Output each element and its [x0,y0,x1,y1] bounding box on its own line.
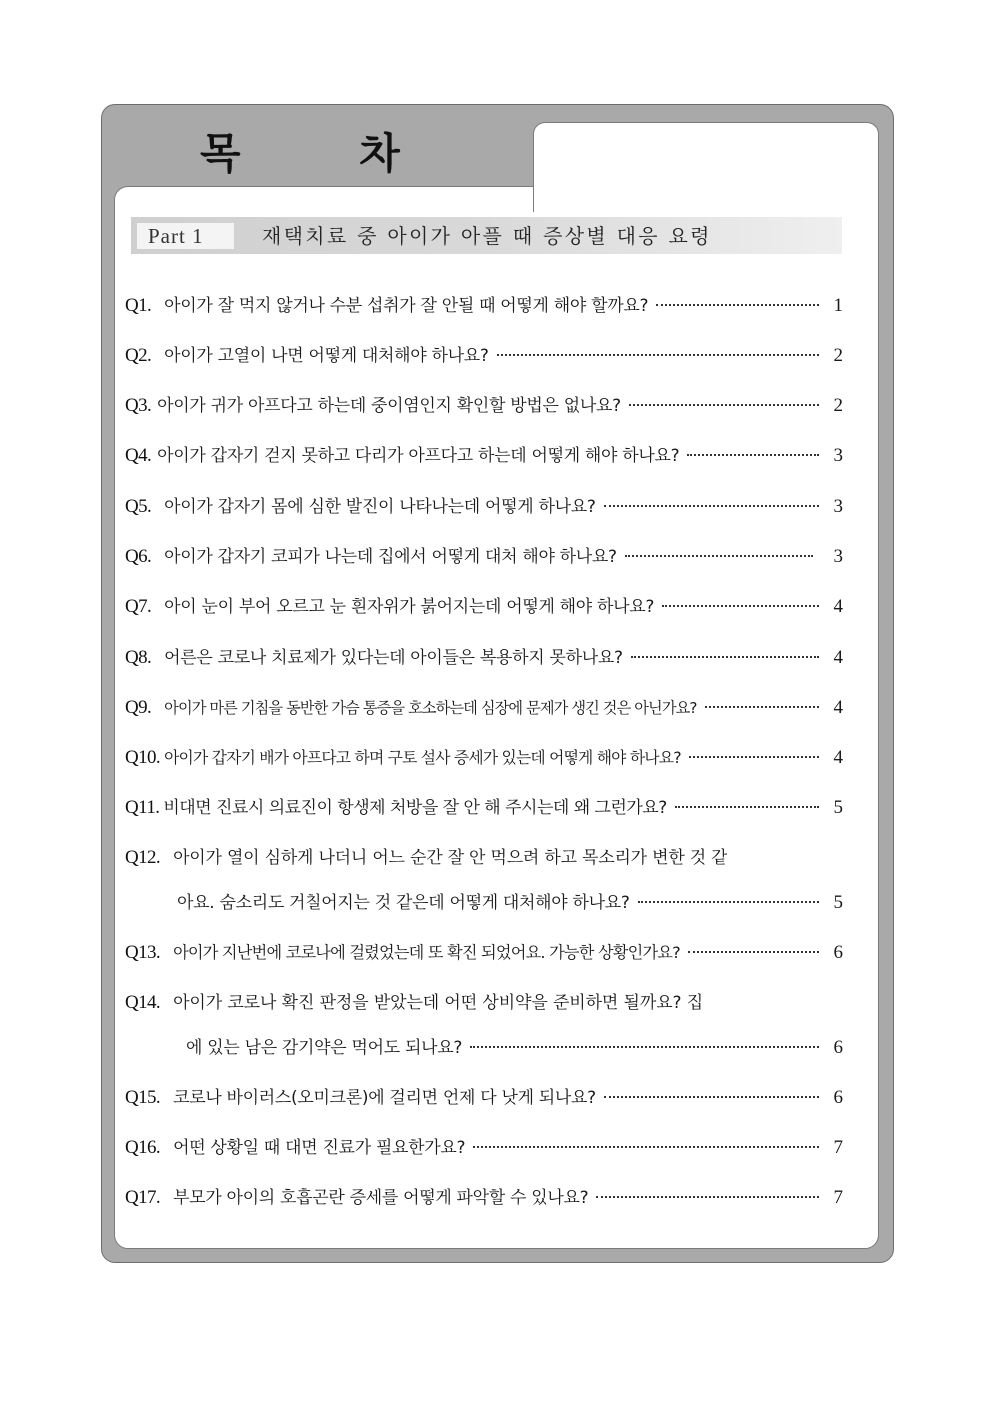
toc-entry-q14[interactable] [125,988,843,1018]
toc-page: 7 [833,1187,843,1208]
toc-page: 2 [833,395,843,416]
toc-entry-q13[interactable] [125,938,843,968]
toc-entry-q14-continued[interactable] [186,1033,843,1063]
toc-entry-q16[interactable] [125,1133,843,1163]
toc-number: Q10. [125,747,161,768]
toc-title: 아이가 잘 먹지 않거나 수분 섭취가 잘 안될 때 어떻게 해야 할까요? [164,296,649,316]
dot-leader [688,950,819,953]
toc-entry-q2[interactable] [125,341,843,371]
toc-number: Q13. [125,942,161,963]
toc-number: Q7. [125,596,152,617]
toc-number: Q15. [125,1087,161,1108]
toc-entry-q8[interactable] [125,643,843,673]
dot-leader [497,353,819,356]
toc-title: 아이 눈이 부어 오르고 눈 흰자위가 붉어지는데 어떻게 해야 하나요? [164,597,655,617]
toc-entry-q6[interactable] [125,542,843,572]
toc-title: 아이가 열이 심하게 나더니 어느 순간 잘 안 먹으려 하고 목소리가 변한 것 같 [173,848,728,868]
toc-number: Q6. [125,546,152,567]
toc-title: 아이가 갑자기 배가 아프다고 하며 구토 설사 증세가 있는데 어떻게 해야 하나요? [164,748,681,767]
toc-entry-q3[interactable] [125,391,843,421]
toc-title-continued: 에 있는 남은 감기약은 먹어도 되나요? [186,1038,463,1058]
dot-leader [470,1045,819,1048]
toc-number: Q3. [125,395,152,416]
toc-title-continued: 아요. 숨소리도 거칠어지는 것 같은데 어떻게 대처해야 하나요? [177,893,630,913]
dot-leader [629,403,819,406]
toc-number: Q4. [125,445,152,466]
toc-number: Q12. [125,847,161,868]
toc-entry-q5[interactable] [125,492,843,522]
toc-title: 코로나 바이러스(오미크론)에 걸리면 언제 다 낫게 되나요? [173,1088,596,1108]
dot-leader [689,755,819,758]
toc-title: 어떤 상황일 때 대면 진료가 필요한가요? [173,1138,466,1158]
toc-entry-q17[interactable] [125,1183,843,1213]
dot-leader [604,1095,819,1098]
toc-title: 어른은 코로나 치료제가 있다는데 아이들은 복용하지 못하나요? [164,648,623,668]
toc-title: 아이가 마른 기침을 동반한 가슴 통증을 호소하는데 심장에 문제가 생긴 것은 아닌가요? [164,699,697,717]
toc-entry-q7[interactable] [125,592,843,622]
part-title: 재택치료 중 아이가 아플 때 증상별 대응 요령 [262,224,712,248]
toc-title: 아이가 갑자기 몸에 심한 발진이 나타나는데 어떻게 하나요? [164,497,596,517]
toc-title: 아이가 갑자기 걷지 못하고 다리가 아프다고 하는데 어떻게 해야 하나요? [157,446,680,466]
toc-entry-q15[interactable] [125,1083,843,1113]
toc-page: 4 [833,647,843,668]
dot-leader [625,554,813,557]
toc-number: Q1. [125,295,152,316]
dot-leader [675,805,819,808]
dot-leader [656,303,819,306]
toc-page: 5 [833,892,843,913]
toc-number: Q5. [125,496,152,517]
toc-entry-q12[interactable] [125,843,843,873]
part-label: Part 1 [137,223,234,249]
dot-leader [687,453,819,456]
toc-entry-q12-continued[interactable] [177,888,843,918]
dot-leader [705,705,819,708]
toc-page: 6 [833,1037,843,1058]
dot-leader [662,604,819,607]
toc-entry-q1[interactable] [125,291,843,321]
toc-page: 5 [833,797,843,818]
toc-number: Q9. [125,697,152,718]
toc-page: 4 [833,596,843,617]
toc-title: 아이가 갑자기 코피가 나는데 집에서 어떻게 대처 해야 하나요? [164,547,617,567]
toc-page: 6 [833,1087,843,1108]
toc-number: Q16. [125,1137,161,1158]
toc-entry-q4[interactable] [125,441,843,471]
toc-page: 7 [833,1137,843,1158]
toc-title: 아이가 코로나 확진 판정을 받았는데 어떤 상비약을 준비하면 될까요? 집 [173,993,704,1013]
toc-title: 아이가 귀가 아프다고 하는데 중이염인지 확인할 방법은 없나요? [157,396,621,416]
toc-number: Q11. [125,797,160,818]
dot-leader [473,1145,819,1148]
toc-title: 부모가 아이의 호흡곤란 증세를 어떻게 파악할 수 있나요? [173,1188,589,1208]
toc-page: 4 [833,747,843,768]
toc-page: 3 [833,496,843,517]
toc-page: 4 [833,697,843,718]
dot-leader [631,655,819,658]
toc-number: Q8. [125,647,152,668]
toc-page: 6 [833,942,843,963]
toc-entry-q10[interactable] [125,743,843,773]
toc-page: 2 [833,345,843,366]
toc-number: Q2. [125,345,152,366]
toc-title: 비대면 진료시 의료진이 항생제 처방을 잘 안 해 주시는데 왜 그런가요? [163,798,667,818]
toc-number: Q17. [125,1187,161,1208]
toc-entry-q9[interactable] [125,693,843,723]
dot-leader [596,1195,819,1198]
toc-entry-q11[interactable] [125,793,843,823]
dot-leader [604,504,819,507]
toc-title: 아이가 고열이 나면 어떻게 대처해야 하나요? [164,346,489,366]
toc-title: 아이가 지난번에 코로나에 걸렸었는데 또 확진 되었어요. 가능한 상황인가요? [173,943,680,962]
toc-page: 3 [833,546,843,567]
toc-number: Q14. [125,992,161,1013]
toc-page: 3 [833,445,843,466]
toc-page: 1 [833,295,843,316]
dot-leader [638,900,819,903]
page-title: 목 차 [200,129,452,178]
